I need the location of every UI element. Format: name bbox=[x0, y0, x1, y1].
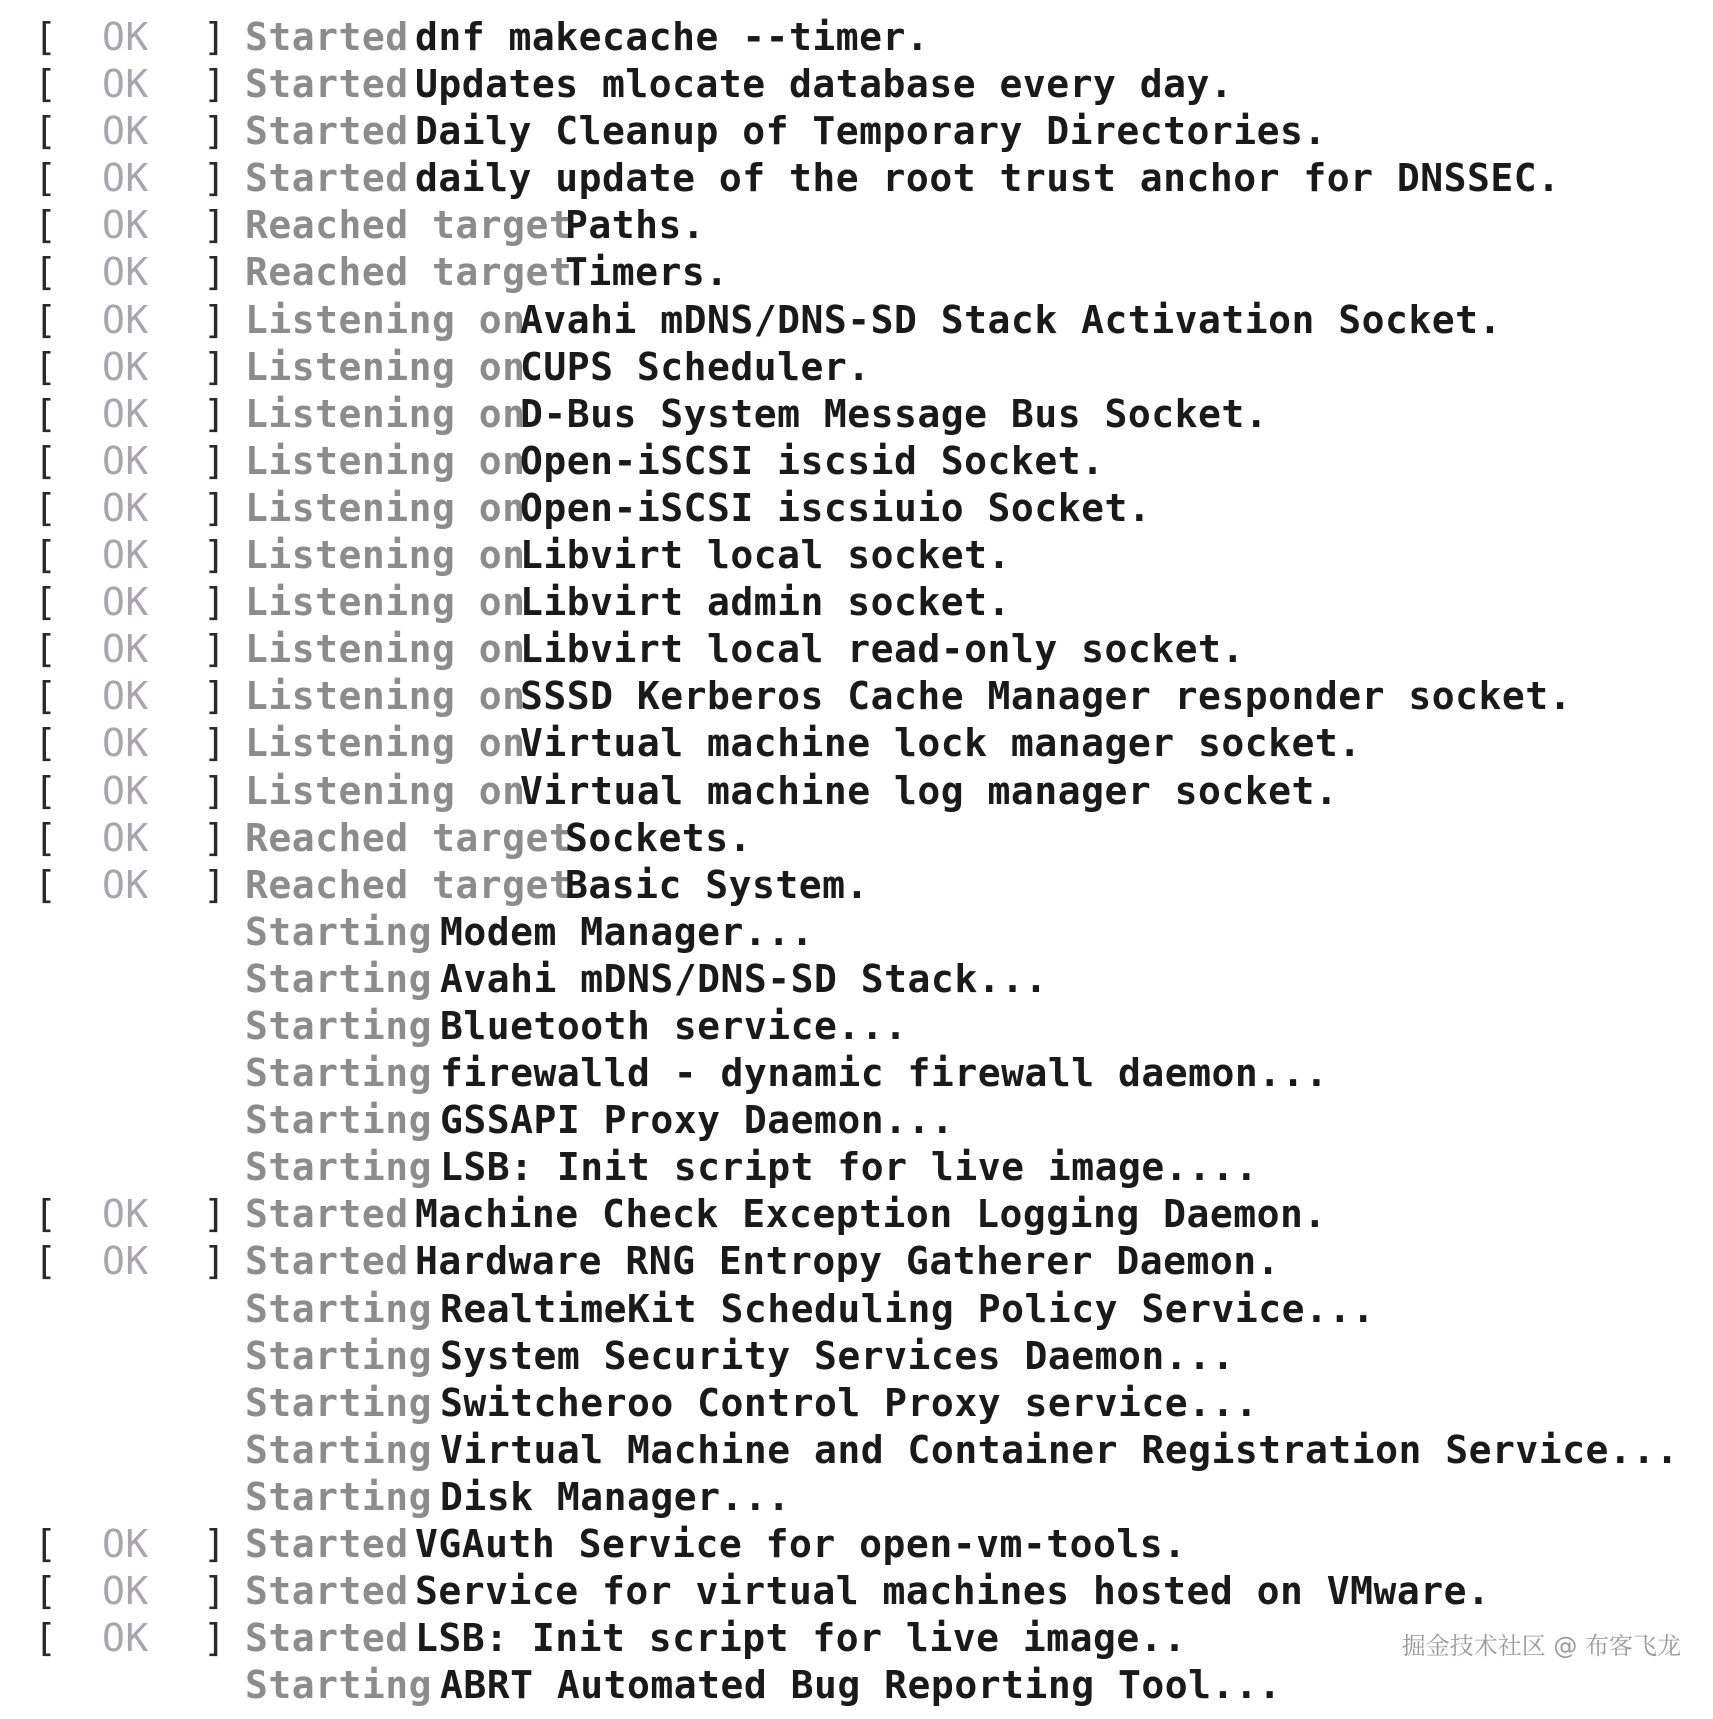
watermark-text: 掘金技术社区 @ 布客飞龙 bbox=[1401, 1632, 1681, 1660]
console-line bbox=[0, 297, 1713, 344]
console-line bbox=[0, 108, 1713, 155]
console-line bbox=[0, 485, 1713, 532]
log-verb: Started bbox=[245, 156, 409, 201]
status-bracket-close: ] bbox=[203, 15, 227, 59]
status-ok: OK bbox=[102, 580, 149, 625]
log-verb: Listening on bbox=[245, 721, 526, 766]
status-bracket-open: [ bbox=[34, 1616, 58, 1661]
log-verb: Starting bbox=[245, 1286, 433, 1331]
status-bracket-open: [ bbox=[34, 109, 58, 154]
console-line bbox=[0, 61, 1713, 108]
console-line bbox=[0, 673, 1713, 720]
status-bracket-close: ] bbox=[203, 1616, 227, 1661]
status-bracket-close: ] bbox=[203, 203, 227, 248]
log-verb: Listening on bbox=[245, 438, 526, 483]
status-bracket-open: [ bbox=[34, 250, 58, 295]
status-ok: OK bbox=[102, 674, 149, 719]
log-message: ABRT Automated Bug Reporting Tool... bbox=[440, 1663, 1282, 1708]
status-ok: OK bbox=[102, 1569, 149, 1614]
status-bracket-open: [ bbox=[34, 297, 58, 342]
status-bracket-open: [ bbox=[34, 627, 58, 672]
status-bracket-close: ] bbox=[203, 533, 227, 578]
console-line bbox=[0, 956, 1713, 1003]
status-bracket-close: ] bbox=[203, 580, 227, 625]
boot-console-log bbox=[0, 14, 1713, 1709]
log-message: RealtimeKit Scheduling Policy Service... bbox=[440, 1286, 1376, 1331]
status-ok: OK bbox=[102, 15, 149, 59]
console-line bbox=[0, 1191, 1713, 1238]
log-verb: Listening on bbox=[245, 485, 526, 530]
status-bracket-open: [ bbox=[34, 768, 58, 813]
log-message: Open-iSCSI iscsiuio Socket. bbox=[520, 485, 1152, 530]
log-message: Bluetooth service... bbox=[440, 1003, 908, 1048]
log-message: Hardware RNG Entropy Gatherer Daemon. bbox=[415, 1239, 1280, 1284]
log-verb: Starting bbox=[245, 1663, 433, 1708]
status-ok: OK bbox=[102, 62, 149, 107]
log-message: Libvirt local read-only socket. bbox=[520, 627, 1245, 672]
log-verb: Starting bbox=[245, 1098, 433, 1143]
log-verb: Reached target bbox=[245, 862, 573, 907]
console-line bbox=[0, 815, 1713, 862]
status-ok: OK bbox=[102, 533, 149, 578]
log-verb: Starting bbox=[245, 1474, 433, 1519]
status-bracket-close: ] bbox=[203, 344, 227, 389]
log-verb: Listening on bbox=[245, 391, 526, 436]
console-line bbox=[0, 1286, 1713, 1333]
console-line bbox=[0, 1144, 1713, 1191]
log-message: Avahi mDNS/DNS-SD Stack Activation Socket. bbox=[520, 297, 1502, 342]
log-verb: Started bbox=[245, 15, 409, 59]
console-line bbox=[0, 202, 1713, 249]
log-message: firewalld - dynamic firewall daemon... bbox=[440, 1051, 1329, 1096]
console-line bbox=[0, 1427, 1713, 1474]
status-bracket-close: ] bbox=[203, 62, 227, 107]
console-line bbox=[0, 626, 1713, 673]
status-ok: OK bbox=[102, 815, 149, 860]
log-verb: Started bbox=[245, 1522, 409, 1566]
console-line bbox=[0, 1474, 1713, 1521]
log-message: GSSAPI Proxy Daemon... bbox=[440, 1098, 955, 1143]
status-bracket-open: [ bbox=[34, 533, 58, 578]
status-bracket-open: [ bbox=[34, 391, 58, 436]
log-message: Timers. bbox=[565, 250, 729, 295]
log-message: Libvirt admin socket. bbox=[520, 580, 1011, 625]
status-ok: OK bbox=[102, 768, 149, 813]
status-ok: OK bbox=[102, 344, 149, 389]
status-ok: OK bbox=[102, 1522, 149, 1566]
status-bracket-open: [ bbox=[34, 1239, 58, 1284]
log-message: daily update of the root trust anchor for DNSSEC. bbox=[415, 156, 1561, 201]
console-line bbox=[0, 344, 1713, 391]
log-message: LSB: Init script for live image.... bbox=[440, 1145, 1259, 1190]
status-bracket-close: ] bbox=[203, 862, 227, 907]
console-line bbox=[0, 1568, 1713, 1615]
log-message: Sockets. bbox=[565, 815, 753, 860]
log-message: Open-iSCSI iscsid Socket. bbox=[520, 438, 1105, 483]
status-bracket-open: [ bbox=[34, 438, 58, 483]
status-bracket-close: ] bbox=[203, 674, 227, 719]
status-bracket-open: [ bbox=[34, 344, 58, 389]
status-bracket-open: [ bbox=[34, 815, 58, 860]
console-line bbox=[0, 249, 1713, 296]
status-bracket-close: ] bbox=[203, 1239, 227, 1284]
log-message: Libvirt local socket. bbox=[520, 533, 1011, 578]
status-bracket-close: ] bbox=[203, 156, 227, 201]
log-verb: Listening on bbox=[245, 580, 526, 625]
log-verb: Starting bbox=[245, 1380, 433, 1425]
log-verb: Starting bbox=[245, 1145, 433, 1190]
log-message: dnf makecache --timer. bbox=[415, 15, 930, 59]
status-bracket-close: ] bbox=[203, 1192, 227, 1237]
status-bracket-close: ] bbox=[203, 485, 227, 530]
log-message: SSSD Kerberos Cache Manager responder socket. bbox=[520, 674, 1573, 719]
status-bracket-open: [ bbox=[34, 1192, 58, 1237]
console-line bbox=[0, 1050, 1713, 1097]
log-verb: Started bbox=[245, 1192, 409, 1237]
status-bracket-close: ] bbox=[203, 1569, 227, 1614]
log-verb: Started bbox=[245, 1239, 409, 1284]
status-bracket-open: [ bbox=[34, 156, 58, 201]
log-verb: Starting bbox=[245, 1051, 433, 1096]
status-ok: OK bbox=[102, 485, 149, 530]
console-line bbox=[0, 768, 1713, 815]
status-bracket-close: ] bbox=[203, 250, 227, 295]
log-message: VGAuth Service for open-vm-tools. bbox=[415, 1522, 1187, 1566]
status-bracket-close: ] bbox=[203, 109, 227, 154]
status-bracket-open: [ bbox=[34, 15, 58, 59]
status-ok: OK bbox=[102, 391, 149, 436]
log-verb: Listening on bbox=[245, 344, 526, 389]
status-ok: OK bbox=[102, 1192, 149, 1237]
status-ok: OK bbox=[102, 1616, 149, 1661]
console-line bbox=[0, 909, 1713, 956]
log-message: Switcheroo Control Proxy service... bbox=[440, 1380, 1259, 1425]
console-line bbox=[0, 391, 1713, 438]
console-line bbox=[0, 1333, 1713, 1380]
log-verb: Starting bbox=[245, 1427, 433, 1472]
console-line bbox=[0, 532, 1713, 579]
log-message: Service for virtual machines hosted on VMware. bbox=[415, 1569, 1491, 1614]
console-line bbox=[0, 862, 1713, 909]
status-ok: OK bbox=[102, 203, 149, 248]
status-bracket-open: [ bbox=[34, 1569, 58, 1614]
status-bracket-close: ] bbox=[203, 815, 227, 860]
log-message: D-Bus System Message Bus Socket. bbox=[520, 391, 1269, 436]
console-line bbox=[0, 14, 1713, 61]
status-bracket-open: [ bbox=[34, 721, 58, 766]
console-line bbox=[0, 1521, 1713, 1568]
log-message: Machine Check Exception Logging Daemon. bbox=[415, 1192, 1327, 1237]
log-verb: Listening on bbox=[245, 533, 526, 578]
log-verb: Listening on bbox=[245, 674, 526, 719]
console-line bbox=[0, 1238, 1713, 1285]
log-message: Basic System. bbox=[565, 862, 869, 907]
status-ok: OK bbox=[102, 862, 149, 907]
log-message: Virtual Machine and Container Registration Service... bbox=[440, 1427, 1680, 1472]
log-verb: Listening on bbox=[245, 627, 526, 672]
log-verb: Reached target bbox=[245, 815, 573, 860]
console-line bbox=[0, 1097, 1713, 1144]
log-verb: Reached target bbox=[245, 250, 573, 295]
status-ok: OK bbox=[102, 156, 149, 201]
status-ok: OK bbox=[102, 250, 149, 295]
log-message: Virtual machine log manager socket. bbox=[520, 768, 1339, 813]
log-verb: Starting bbox=[245, 1003, 433, 1048]
log-message: CUPS Scheduler. bbox=[520, 344, 871, 389]
status-bracket-close: ] bbox=[203, 768, 227, 813]
log-message: Disk Manager... bbox=[440, 1474, 791, 1519]
status-bracket-open: [ bbox=[34, 580, 58, 625]
log-verb: Starting bbox=[245, 956, 433, 1001]
log-verb: Started bbox=[245, 1616, 409, 1661]
log-message: Paths. bbox=[565, 203, 706, 248]
log-message: System Security Services Daemon... bbox=[440, 1333, 1235, 1378]
log-message: Virtual machine lock manager socket. bbox=[520, 721, 1362, 766]
log-verb: Listening on bbox=[245, 297, 526, 342]
status-bracket-open: [ bbox=[34, 62, 58, 107]
log-verb: Starting bbox=[245, 909, 433, 954]
status-ok: OK bbox=[102, 109, 149, 154]
log-message: LSB: Init script for live image.. bbox=[415, 1616, 1187, 1661]
status-ok: OK bbox=[102, 627, 149, 672]
console-line bbox=[0, 155, 1713, 202]
log-verb: Reached target bbox=[245, 203, 573, 248]
console-line bbox=[0, 1662, 1713, 1709]
log-verb: Started bbox=[245, 1569, 409, 1614]
log-message: Daily Cleanup of Temporary Directories. bbox=[415, 109, 1327, 154]
status-ok: OK bbox=[102, 721, 149, 766]
log-verb: Started bbox=[245, 62, 409, 107]
status-bracket-open: [ bbox=[34, 485, 58, 530]
status-bracket-open: [ bbox=[34, 1522, 58, 1566]
log-message: Modem Manager... bbox=[440, 909, 815, 954]
status-bracket-close: ] bbox=[203, 297, 227, 342]
status-bracket-close: ] bbox=[203, 721, 227, 766]
log-message: Updates mlocate database every day. bbox=[415, 62, 1234, 107]
status-bracket-open: [ bbox=[34, 203, 58, 248]
console-line bbox=[0, 438, 1713, 485]
status-ok: OK bbox=[102, 438, 149, 483]
status-bracket-open: [ bbox=[34, 862, 58, 907]
console-line bbox=[0, 1003, 1713, 1050]
log-verb: Started bbox=[245, 109, 409, 154]
status-bracket-close: ] bbox=[203, 391, 227, 436]
status-bracket-close: ] bbox=[203, 438, 227, 483]
log-message: Avahi mDNS/DNS-SD Stack... bbox=[440, 956, 1048, 1001]
status-bracket-close: ] bbox=[203, 627, 227, 672]
status-bracket-open: [ bbox=[34, 674, 58, 719]
console-line bbox=[0, 579, 1713, 626]
status-ok: OK bbox=[102, 297, 149, 342]
status-bracket-close: ] bbox=[203, 1522, 227, 1566]
status-ok: OK bbox=[102, 1239, 149, 1284]
console-line bbox=[0, 1380, 1713, 1427]
log-verb: Starting bbox=[245, 1333, 433, 1378]
log-verb: Listening on bbox=[245, 768, 526, 813]
console-line bbox=[0, 720, 1713, 767]
